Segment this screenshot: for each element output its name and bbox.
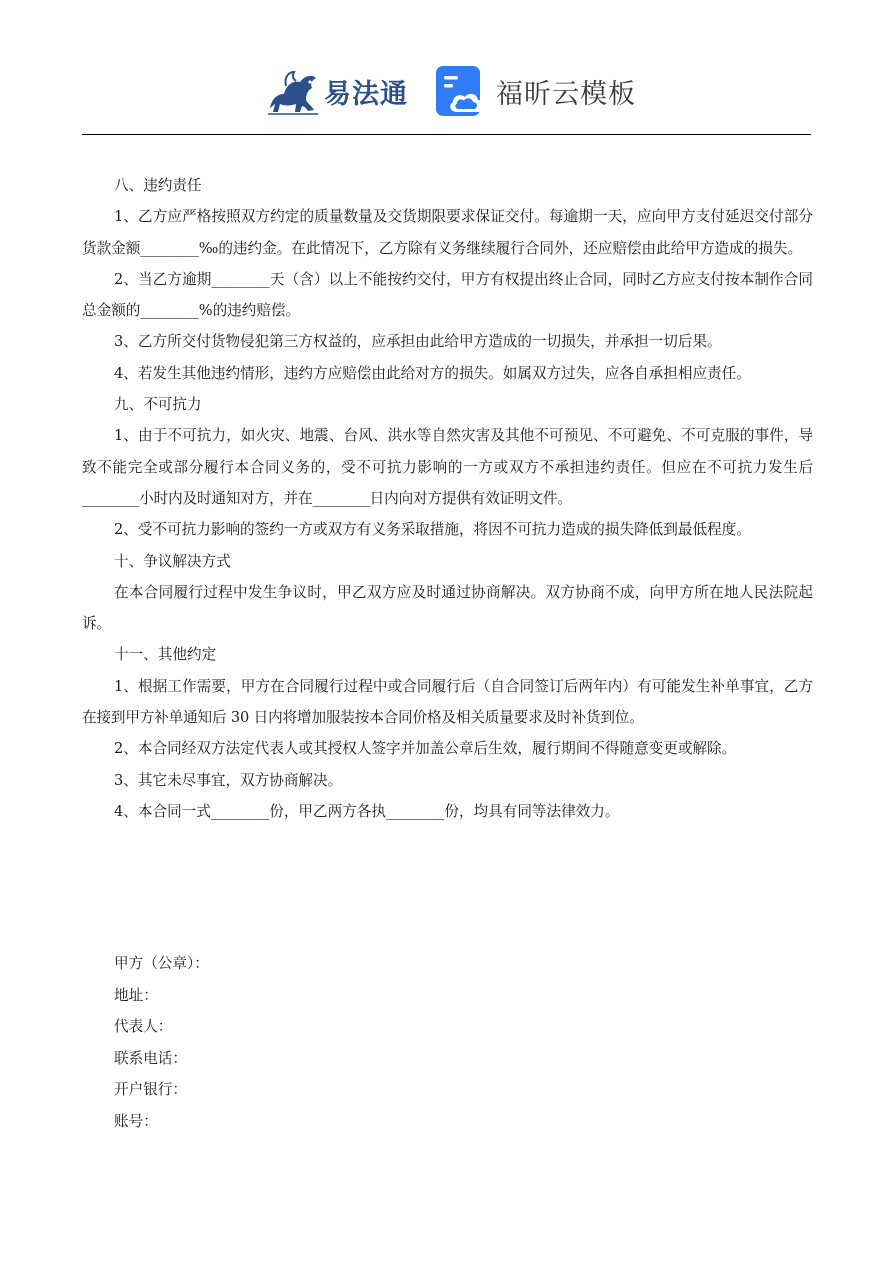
qilin-icon bbox=[262, 64, 322, 118]
foxit-logo bbox=[435, 64, 636, 118]
phone-label: 联系电话： bbox=[114, 1049, 187, 1067]
account-label: 账号： bbox=[114, 1112, 158, 1130]
section-heading: 九、不可抗力 bbox=[114, 396, 202, 414]
contract-body bbox=[82, 170, 813, 827]
page-header bbox=[0, 56, 893, 126]
clause-paragraph: 3、乙方所交付货物侵犯第三方权益的，应承担由此给甲方造成的一切损失，并承担一切后果。 bbox=[114, 333, 722, 351]
cloud-template-icon bbox=[435, 65, 487, 117]
yifatong-logo bbox=[262, 64, 412, 118]
header-divider bbox=[82, 134, 811, 135]
section-heading: 十一、其他约定 bbox=[114, 646, 217, 664]
clause-paragraph: 2、本合同经双方法定代表人或其授权人签字并加盖公章后生效，履行期间不得随意变更或解除。 bbox=[114, 740, 737, 758]
clause-paragraph: 2、受不可抗力影响的签约一方或双方有义务采取措施，将因不可抗力造成的损失降低到最低程度。 bbox=[114, 521, 751, 539]
clause-paragraph: 在本合同履行过程中发生争议时，甲乙双方应及时通过协商解决。双方协商不成，向甲方所在地人民法院起诉。 bbox=[82, 583, 813, 633]
yifatong-logo-text: 易法通 bbox=[324, 78, 408, 110]
representative-label: 代表人： bbox=[114, 1018, 173, 1035]
clause-paragraph: 1、乙方应严格按照双方约定的质量数量及交货期限要求保证交付。每逾期一天，应向甲方支付延迟交付部分货款金额________‰的违约金。在此情况下，乙方除有义务继续履行合同外，还应赔偿由此给甲方造成的损失。 bbox=[82, 208, 813, 257]
foxit-logo-text: 福昕云模板 bbox=[496, 78, 636, 110]
bank-label: 开户银行： bbox=[114, 1081, 187, 1098]
clause-paragraph: 4、若发生其他违约情形，违约方应赔偿由此给对方的损失。如属双方过失，应各自承担相应责任。 bbox=[114, 364, 751, 382]
section-heading: 十、争议解决方式 bbox=[114, 552, 231, 570]
clause-paragraph: 2、当乙方逾期________天（含）以上不能按约交付，甲方有权提出终止合同，同时乙方应支付按本制作合同总金额的________%的违约赔偿。 bbox=[82, 270, 813, 320]
party-a-seal-label: 甲方（公章）： bbox=[114, 955, 209, 972]
clause-paragraph: 4、本合同一式________份，甲乙两方各执________份，均具有同等法律效力。 bbox=[114, 802, 620, 820]
clause-paragraph: 3、其它未尽事宜，双方协商解决。 bbox=[114, 771, 343, 789]
clause-paragraph: 1、根据工作需要，甲方在合同履行过程中或合同履行后（自合同签订后两年内）有可能发生补单事宜，乙方在接到甲方补单通知后 30 日内将增加服装按本合同价格及相关质量要求及时补货到位。 bbox=[82, 677, 813, 727]
section-heading: 八、违约责任 bbox=[114, 177, 202, 194]
clause-paragraph: 1、由于不可抗力，如火灾、地震、台风、洪水等自然灾害及其他不可预见、不可避免、不可克服的事件，导致不能完全或部分履行本合同义务的，受不可抗力影响的一方或双方不承担违约责任。但应在不可抗力发生后________小时内及时通知对方，并在________日内向对方提供有效证明文件。 bbox=[82, 427, 813, 507]
signature-block bbox=[114, 948, 514, 1137]
address-label: 地址： bbox=[114, 986, 158, 1004]
